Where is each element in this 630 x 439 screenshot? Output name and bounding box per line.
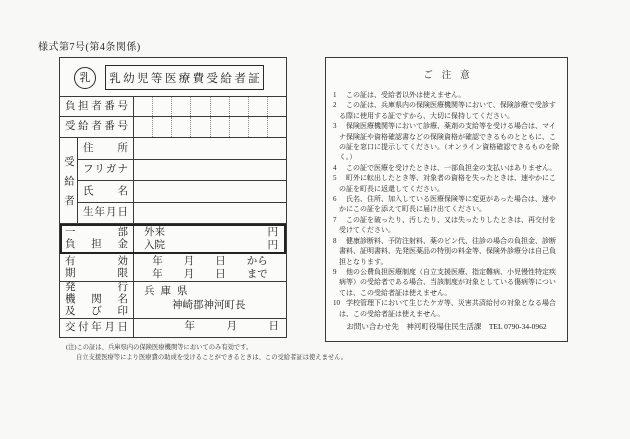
notice-item-text: 他の公費負担医療制度（自立支援医療、指定難病、小児慢性特定疾病等）の受給者である場合、当該制度が対象としている傷病等については、この受給者証は使えません。 [339, 267, 556, 297]
recipient-number-cells [134, 117, 286, 137]
number-cell [171, 117, 190, 137]
notice-item [333, 298, 560, 319]
outpatient-label: 外来 [144, 227, 165, 239]
payer-number-label: 負担者番号 [60, 97, 134, 117]
address-label: 住所 [78, 138, 134, 159]
notice-item-number: 4 [333, 163, 337, 172]
issuer-row [60, 282, 286, 319]
number-cell [152, 117, 171, 137]
notice-item [333, 121, 560, 163]
birthdate-row [78, 203, 286, 224]
notice-item-text: 町外に転出したとき等、対象者の資格を失ったときは、速やかにこの証を町長に返還してください。 [339, 174, 556, 193]
issue-date-row [60, 319, 286, 337]
nyu-badge-circle: 乳 [74, 67, 96, 89]
recipient-number-label: 受給者番号 [60, 117, 134, 137]
number-cell [248, 117, 267, 137]
issue-date-label: 交付年月日 [60, 319, 134, 337]
number-cell [190, 97, 209, 117]
contact-info: お問い合わせ先 神河町役場住民生活課 TEL 0790-34-0962 [346, 322, 547, 331]
number-cell [210, 117, 229, 137]
notice-item-text: この証は、受給者以外は使えません。 [346, 91, 466, 99]
number-cell [134, 117, 152, 137]
certificate-footnote-1: (注)この証は、兵庫県内の保険医療機関等においてのみ有効です。 [66, 344, 253, 351]
furigana-row [78, 160, 286, 182]
recipient-number-row [60, 117, 286, 138]
notice-item [333, 173, 560, 194]
certificate-title: 乳幼児等医療費受給者証 [105, 65, 264, 90]
address-value [134, 138, 286, 159]
notice-item-number: 9 [333, 267, 337, 276]
notice-item-number: 5 [333, 174, 337, 183]
notice-item [333, 90, 560, 100]
notice-item [333, 194, 560, 215]
notice-item-number: 2 [333, 101, 337, 110]
birthdate-label: 生年月日 [78, 203, 134, 224]
number-cell [267, 97, 286, 117]
number-cell [134, 97, 152, 117]
issuer-prefecture: 兵庫県 [144, 286, 194, 298]
notice-item-number: 6 [333, 195, 337, 204]
copay-outpatient-line [144, 226, 278, 239]
issuer-mayor: 神崎郡神河町長 [172, 300, 246, 312]
number-cell [248, 97, 267, 117]
issuer-values [134, 282, 286, 318]
number-cell [267, 117, 286, 137]
notice-item-text: 保険医療機関等において診療、薬剤の支給等を受ける場合は、マイナ保険証や資格確認書などの保険資格が確認できるものとともに、この証を窓口に提示してください。（オンライン資格確認できるものを除く。） [339, 122, 560, 162]
outpatient-unit: 円 [267, 227, 278, 239]
number-cell [171, 97, 190, 117]
payer-number-cells [134, 97, 286, 117]
validity-label: 有効 期限 [60, 254, 134, 281]
validity-row [60, 254, 286, 282]
payer-number-row [60, 97, 286, 118]
certificate-header [60, 58, 286, 97]
notice-item-number: 3 [333, 122, 337, 131]
certificate-card [59, 57, 287, 338]
notice-item-number: 7 [333, 215, 337, 224]
notice-item-text: この証を破ったり、汚したり、又は失ったりしたときは、再交付を受けてください。 [339, 215, 556, 235]
form-number-label: 様式第7号(第4条関係) [38, 42, 141, 53]
notice-item-text: この証で医療を受けたときは、一部負担金の支払いはありません。 [346, 163, 557, 172]
notice-item-number: 1 [333, 91, 337, 99]
certificate-footnote-2: 自立支援医療等により医療費の助成を受けることができるときは、この受給者証は使えません。 [76, 354, 348, 361]
recipient-vertical-label: 受給者 [60, 138, 78, 223]
validity-values [134, 254, 286, 281]
name-row [78, 181, 286, 203]
copay-row [60, 224, 286, 254]
notice-item [333, 215, 560, 236]
copay-values [134, 226, 286, 252]
notice-item-number: 10 [333, 299, 340, 308]
notice-item-number: 8 [333, 236, 337, 245]
notice-item [333, 163, 560, 173]
furigana-value [134, 160, 286, 181]
validity-to: 年 月 日 まで [152, 268, 268, 280]
validity-from: 年 月 日 から [152, 255, 268, 267]
number-cell [229, 117, 248, 137]
notice-card [325, 57, 568, 342]
notice-item [333, 236, 560, 267]
notice-item-text: 健康診断料、予防注射料、薬のビン代、往診の場合の負担金、診断書料、証明書料、先発医薬品の特別の料金等、保険外診療分は自己負担となります。 [339, 236, 556, 266]
notice-title: ご注意 [423, 71, 479, 81]
number-cell [190, 117, 209, 137]
issuer-label: 発行 機関名 及び印 [60, 282, 134, 318]
inpatient-unit: 円 [267, 240, 278, 252]
number-cell [229, 97, 248, 117]
name-label: 氏名 [78, 181, 134, 202]
number-cell [210, 97, 229, 117]
notice-item [333, 100, 560, 121]
inpatient-label: 入院 [144, 240, 165, 252]
copay-inpatient-line [144, 239, 278, 252]
birthdate-value [134, 203, 286, 224]
furigana-label: フリガナ [78, 160, 134, 181]
notice-item [333, 267, 560, 298]
notice-item-text: 氏名、住所、加入している医療保険等に変更があった場合は、速やかにこの証を添えて町長に届け出てください。 [339, 195, 556, 214]
recipient-info-section [60, 138, 286, 224]
issue-date-value: 年 月 日 [184, 321, 279, 333]
address-row [78, 138, 286, 160]
copay-label: 一部 負担金 [60, 226, 134, 252]
notice-item-text: 学校管理下において生じたケガ等、災害共済給付の対象となる場合は、この受給者証は使えません。 [339, 299, 556, 318]
number-cell [152, 97, 171, 117]
notice-item-text: この証は、兵庫県内の保険医療機関等において、保険診療で受診する際に使用する証ですから、大切に保持してください。 [339, 101, 556, 120]
name-value [134, 181, 286, 202]
